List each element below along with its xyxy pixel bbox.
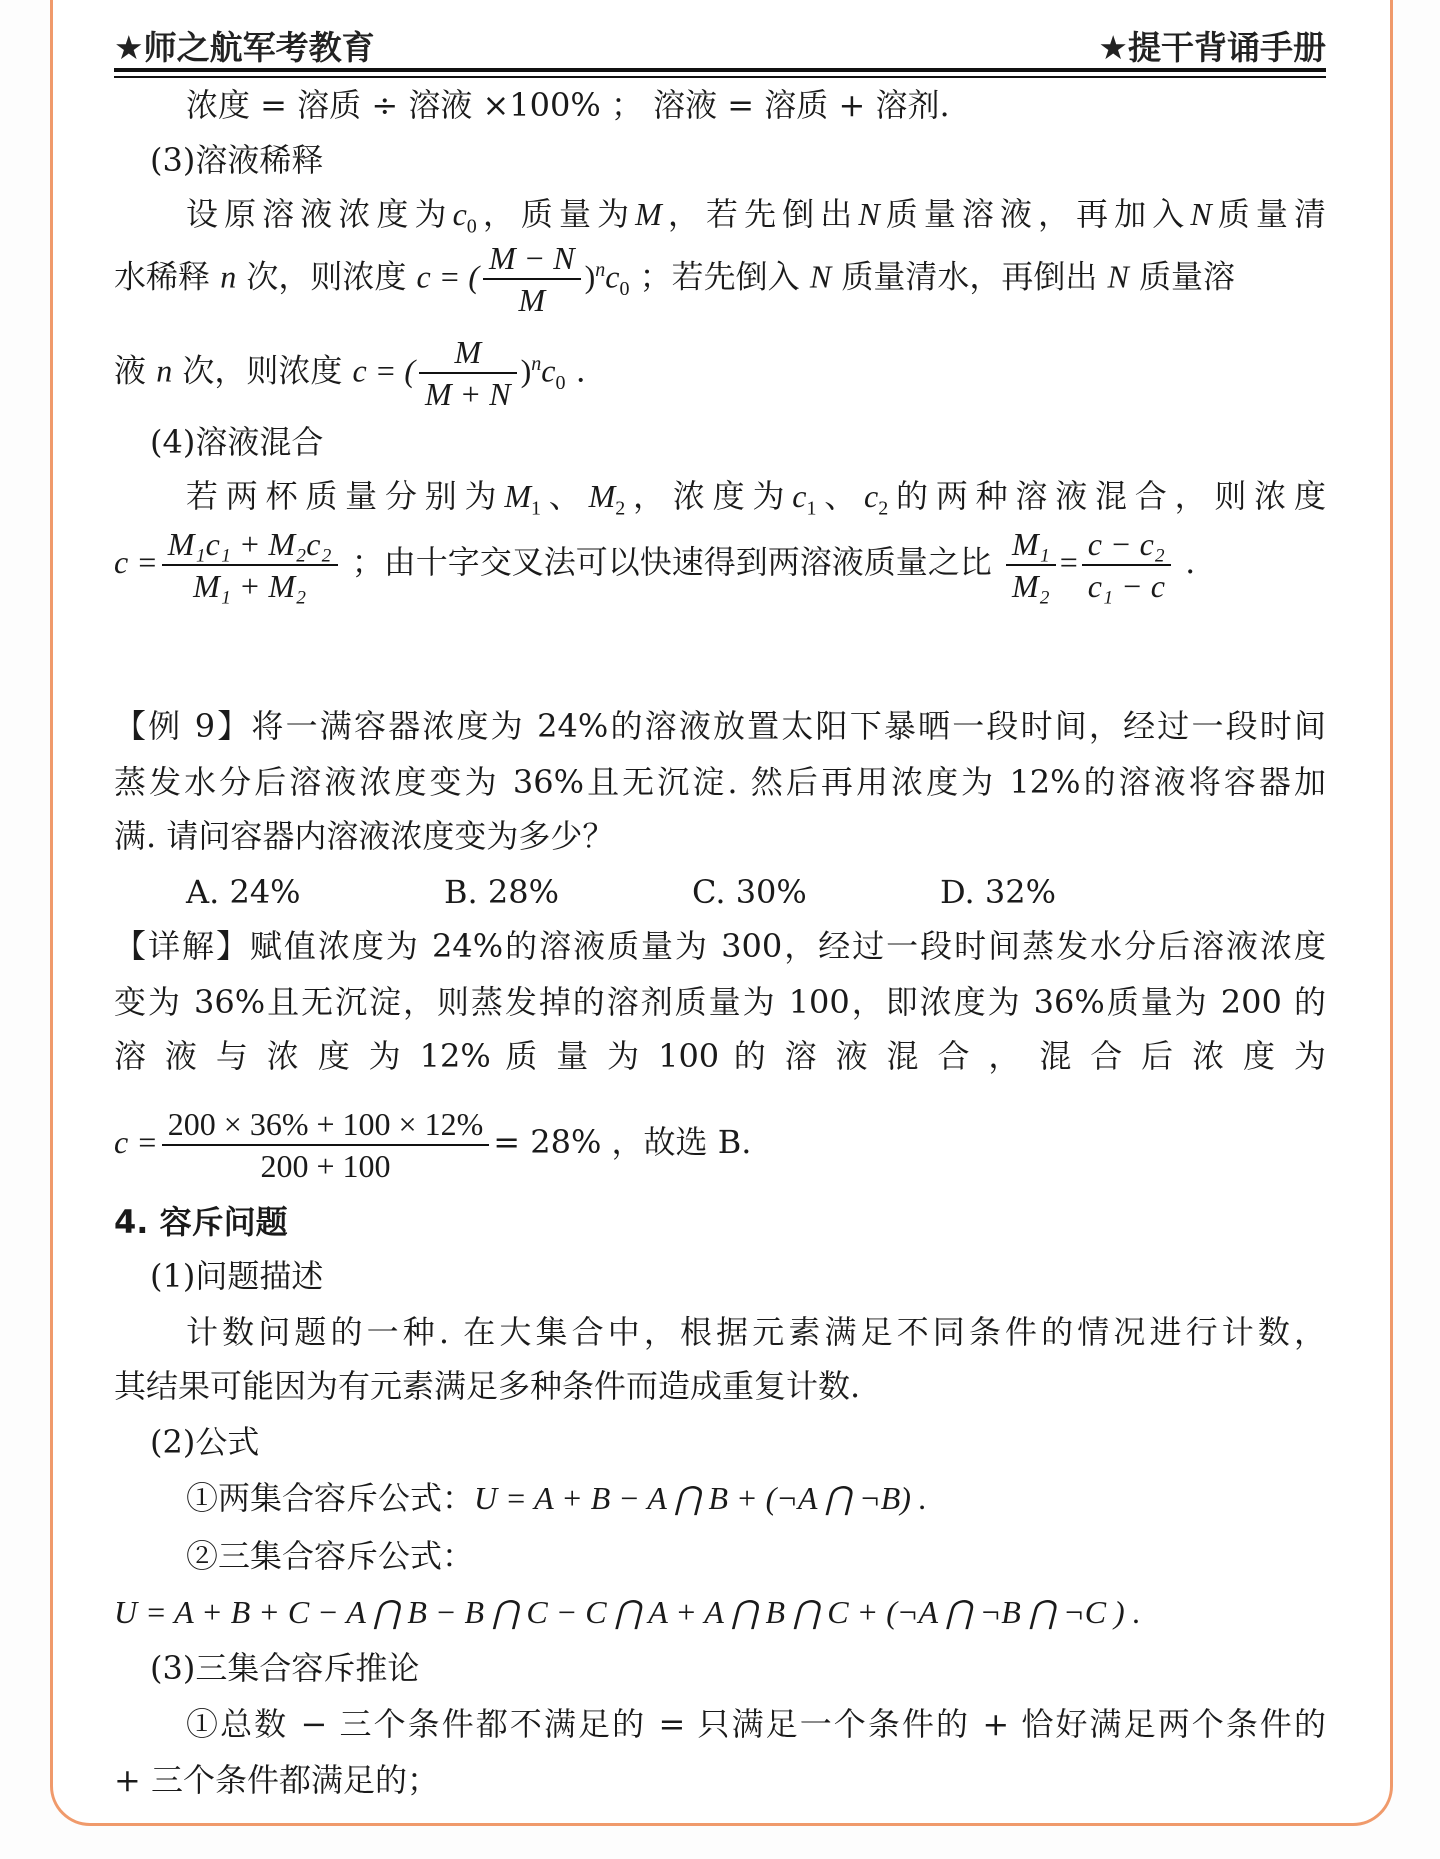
subheading-dilution: (3)溶液稀释 xyxy=(150,141,324,179)
solution-line-1: 【详解】赋值浓度为 24%的溶液质量为 300，经过一段时间蒸发水分后溶液浓度 xyxy=(114,927,1326,965)
document-page xyxy=(114,0,1326,1859)
fraction-cross-difference: $\frac{\text{c − c₂}}{\text{c₁ − c}}$ xyxy=(1082,524,1171,606)
subheading-mixing: (4)溶液混合 xyxy=(150,423,324,461)
solution-formula-line: c = $\frac{200 \times 36\% + 100 \times 12\%}{200 + 100}$ = 28% ，故选 B. xyxy=(114,1105,752,1184)
header-rule-thin xyxy=(114,76,1326,78)
dilution-line-2: 水稀释 n 次，则浓度 c = ( $\frac{M - N}{M}$ )$^nc_0$ ；若先倒入 N 质量清水，再倒出 N 质量溶 xyxy=(114,240,1236,319)
mixing-formula-line: c = $\frac{\text{M₁c₁ + M₂c₂}}{\text{M₁ + M₂}}$ ；由十字交叉法可以快速得到两溶液质量之比 $\frac{\text{M₁}}{\text{M₂}}$ = $\frac{\text{c − c₂}}{\text{c₁ − c}}$ . xyxy=(114,525,1196,604)
three-set-formula-label: ②三集合容斥公式： xyxy=(186,1537,475,1575)
fraction-m-over-m-plus-n: $\frac{M}{M + N}$ xyxy=(419,332,517,414)
example-9-line-2: 蒸发水分后溶液浓度变为 36%且无沉淀. 然后再用浓度为 12%的溶液将容器加 xyxy=(114,763,1326,801)
dilution-line-3: 液 n 次，则浓度 c = ( $\frac{M}{M + N}$ )$^nc_0$ . xyxy=(114,334,586,413)
subheading-formula: (2)公式 xyxy=(150,1423,260,1461)
option-a: A. 24% xyxy=(186,873,301,911)
subheading-problem-description: (1)问题描述 xyxy=(150,1257,324,1295)
option-d: D. 32% xyxy=(940,873,1056,911)
description-line-2: 其结果可能因为有元素满足多种条件而造成重复计数. xyxy=(114,1367,861,1405)
corollary-line-1: ①总数 − 三个条件都不满足的 = 只满足一个条件的 + 恰好满足两个条件的 xyxy=(186,1705,1326,1743)
dilution-line-1: 设原溶液浓度为$c_0$，质量为M，若先倒出N质量溶液，再加入N质量清 xyxy=(186,195,1326,238)
fraction-solution: $\frac{200 \times 36\% + 100 \times 12\%}{200 + 100}$ xyxy=(162,1104,489,1186)
option-c: C. 30% xyxy=(692,873,807,911)
concentration-definition: 浓度 = 溶质 ÷ 溶液 ×100% ； 溶液 = 溶质 + 溶剂. xyxy=(186,86,950,124)
header-rule-thick xyxy=(114,68,1326,72)
page-header xyxy=(114,14,1326,70)
header-left-title: ★师之航军考教育 xyxy=(114,28,375,67)
solution-line-3: 溶 液 与 浓 度 为 12% 质 量 为 100 的 溶 液 混 合 ， 混 合 后 浓 度 为 xyxy=(114,1037,1326,1075)
section-heading-inclusion-exclusion: 4. 容斥问题 xyxy=(114,1203,288,1241)
two-set-formula-line: ①两集合容斥公式：U = A + B − A ⋂ B + (¬A ⋂ ¬B) . xyxy=(186,1479,927,1517)
mixing-line-1: 若两杯质量分别为$M_1$、$M_2$，浓度为$c_1$、$c_2$的两种溶液混合，则浓度 xyxy=(186,477,1326,520)
corollary-line-2: + 三个条件都满足的； xyxy=(114,1761,439,1799)
header-right-title: ★提干背诵手册 xyxy=(1098,28,1326,67)
example-9-line-1: 【例 9】将一满容器浓度为 24%的溶液放置太阳下暴晒一段时间，经过一段时间 xyxy=(114,707,1326,745)
option-b: B. 28% xyxy=(444,873,559,911)
subheading-corollary: (3)三集合容斥推论 xyxy=(150,1649,420,1687)
fraction-mixed-concentration: $\frac{\text{M₁c₁ + M₂c₂}}{\text{M₁ + M₂}}$ xyxy=(162,524,338,606)
fraction-mass-ratio: $\frac{\text{M₁}}{\text{M₂}}$ xyxy=(1006,524,1056,606)
description-line-1: 计数问题的一种. 在大集合中，根据元素满足不同条件的情况进行计数， xyxy=(186,1313,1326,1351)
two-set-formula: U = A + B − A ⋂ B + (¬A ⋂ ¬B) . xyxy=(474,1480,927,1516)
three-set-formula: U = A + B + C − A ⋂ B − B ⋂ C − C ⋂ A + A ⋂ B ⋂ C + (¬A ⋂ ¬B ⋂ ¬C ) . xyxy=(114,1594,1141,1630)
solution-line-2: 变为 36%且无沉淀，则蒸发掉的溶剂质量为 100，即浓度为 36%质量为 200 的 xyxy=(114,983,1326,1021)
example-9-line-3: 满. 请问容器内溶液浓度变为多少？ xyxy=(114,817,615,855)
fraction-m-minus-n-over-m: $\frac{M - N}{M}$ xyxy=(483,238,581,320)
